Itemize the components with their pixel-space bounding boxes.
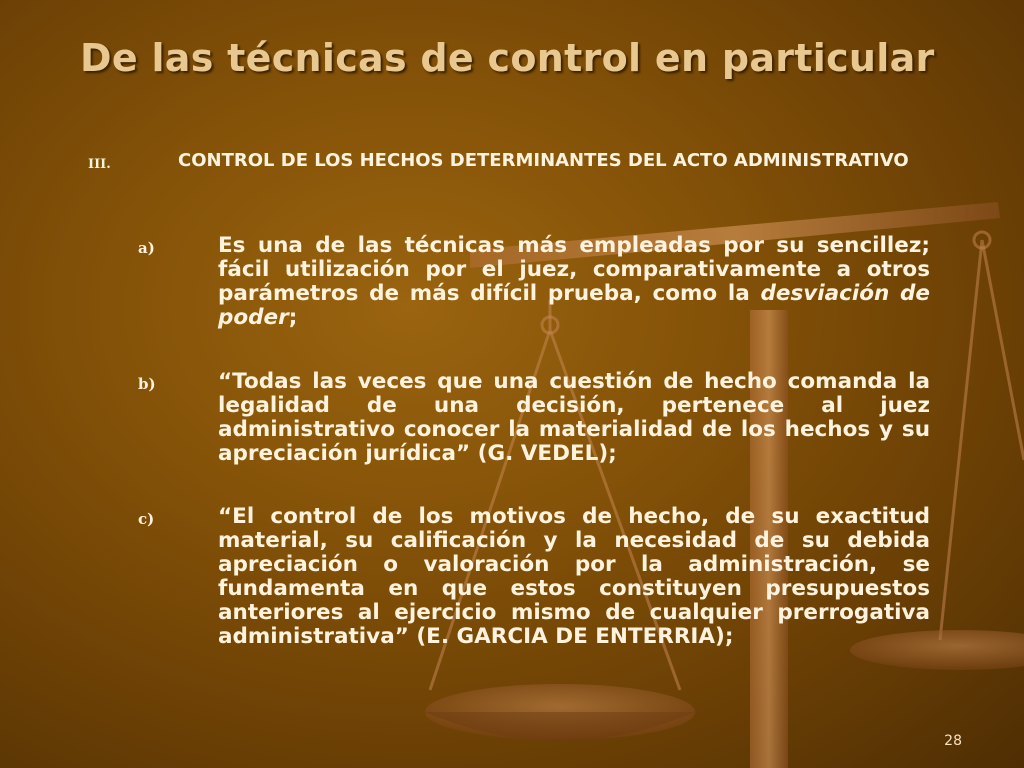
list-item-label: c)	[138, 510, 155, 528]
page-number: 28	[944, 733, 962, 749]
list-item-a	[138, 234, 930, 330]
list-item-label: a)	[138, 239, 155, 257]
section-number: III.	[88, 157, 111, 172]
list-item-text: “El control de los motivos de hecho, de su exactitud material, su calificación y la necesidad de su debida apreciación o valoración por la administración, se fundamenta en que estos constituyen presupuestos anteriores al ejercicio mismo de cualquier prerrogativa administrativa” (E. GARCIA DE ENTERRIA);	[218, 504, 930, 649]
section-heading-text: CONTROL DE LOS HECHOS DETERMINANTES DEL ACTO ADMINISTRATIVO	[178, 150, 909, 171]
list-item-c	[138, 505, 930, 649]
emphasis-text: desviación de poder	[218, 281, 931, 330]
list-item-text: Es una de las técnicas más empleadas por su sencillez; fácil utilización por el juez, comparativamente a otros parámetros de más difícil prueba, como la desviación de poder;	[218, 233, 931, 330]
section-heading	[88, 152, 930, 170]
list-item-text: “Todas las veces que una cuestión de hecho comanda la legalidad de una decisión, pertenece al juez administrativo conocer la materialidad de los hechos y su apreciación jurídica” (G. VEDEL);	[218, 369, 930, 466]
slide-title: De las técnicas de control en particular	[80, 36, 935, 80]
list-item-b	[138, 370, 930, 466]
list-item-label: b)	[138, 375, 156, 393]
